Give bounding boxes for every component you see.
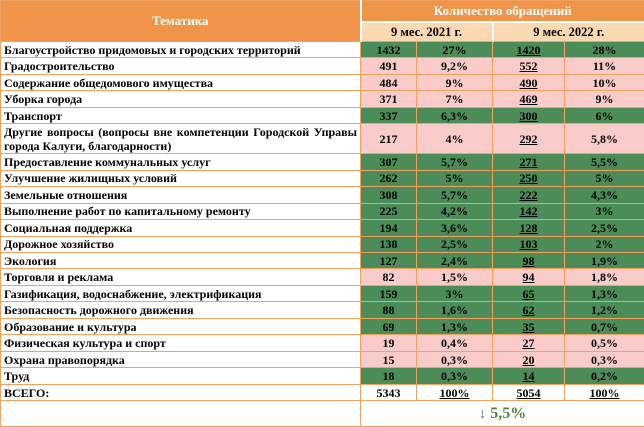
total-count-2021-cell: 5343 — [361, 384, 417, 400]
overall-change-cell — [361, 401, 644, 427]
table-row — [1, 351, 644, 367]
count-2022-cell: 20 — [493, 351, 565, 367]
topic-cell: Газификация, водоснабжение, электрификация — [1, 285, 361, 301]
pct-2022-cell: 28% — [565, 42, 644, 58]
topic-cell: Градостроительство — [1, 58, 361, 74]
topic-cell: Транспорт — [1, 107, 361, 123]
pct-2022-cell: 2,5% — [565, 220, 644, 236]
topic-cell: Уборка города — [1, 91, 361, 107]
table-row — [1, 253, 644, 269]
count-2022-cell: 98 — [493, 253, 565, 269]
count-2021-cell: 1432 — [361, 42, 417, 58]
topic-cell: Другие вопросы (вопросы вне компетенции Городской Управы города Калуги, благодарности) — [1, 124, 361, 154]
count-2022-cell: 128 — [493, 220, 565, 236]
pct-2021-cell: 4,2% — [417, 203, 493, 219]
total-row — [1, 384, 644, 400]
pct-2022-cell: 3% — [565, 203, 644, 219]
count-2021-cell: 19 — [361, 335, 417, 351]
count-2022-cell: 94 — [493, 269, 565, 285]
pct-2022-cell: 5,5% — [565, 154, 644, 170]
count-2022-cell: 62 — [493, 302, 565, 318]
count-2021-cell: 484 — [361, 74, 417, 90]
topic-cell: Социальная поддержка — [1, 220, 361, 236]
total-pct-2021-cell: 100% — [417, 384, 493, 400]
pct-2022-cell: 2% — [565, 236, 644, 252]
pct-2021-cell: 5% — [417, 170, 493, 186]
count-2022-cell: 490 — [493, 74, 565, 90]
table-row — [1, 91, 644, 107]
table-row — [1, 154, 644, 170]
table-row — [1, 187, 644, 203]
period-2022-header: 9 мес. 2022 г. — [493, 22, 644, 42]
pct-2022-cell: 1,8% — [565, 269, 644, 285]
topic-cell: Предоставление коммунальных услуг — [1, 154, 361, 170]
topic-cell: Выполнение работ по капитальному ремонту — [1, 203, 361, 219]
topic-cell: Торговля и реклама — [1, 269, 361, 285]
topic-cell: Экология — [1, 253, 361, 269]
pct-2021-cell: 5,7% — [417, 187, 493, 203]
pct-2021-cell: 27% — [417, 42, 493, 58]
total-label-cell: ВСЕГО: — [1, 384, 361, 400]
count-2022-cell: 35 — [493, 318, 565, 334]
topic-cell: Образование и культура — [1, 318, 361, 334]
count-2021-cell: 138 — [361, 236, 417, 252]
pct-2022-cell: 11% — [565, 58, 644, 74]
count-2021-cell: 159 — [361, 285, 417, 301]
pct-2022-cell: 10% — [565, 74, 644, 90]
table-row — [1, 74, 644, 90]
table-header — [1, 1, 644, 42]
count-2022-cell: 552 — [493, 58, 565, 74]
pct-2021-cell: 0,4% — [417, 335, 493, 351]
pct-2022-cell: 5% — [565, 170, 644, 186]
header-row-group — [1, 1, 644, 23]
topic-cell: Охрана правопорядка — [1, 351, 361, 367]
down-arrow-icon: ↓ — [478, 405, 487, 422]
count-2021-cell: 88 — [361, 302, 417, 318]
table-row — [1, 318, 644, 334]
total-count-2022-cell: 5054 — [493, 384, 565, 400]
count-2021-cell: 15 — [361, 351, 417, 367]
table-row — [1, 302, 644, 318]
table-row — [1, 236, 644, 252]
count-2022-cell: 27 — [493, 335, 565, 351]
count-2021-cell: 194 — [361, 220, 417, 236]
summary-empty-cell — [1, 401, 361, 427]
summary-row — [1, 401, 644, 427]
count-2021-cell: 308 — [361, 187, 417, 203]
table-row — [1, 269, 644, 285]
table-row — [1, 124, 644, 154]
pct-2022-cell: 6% — [565, 107, 644, 123]
pct-2021-cell: 9,2% — [417, 58, 493, 74]
count-2022-cell: 250 — [493, 170, 565, 186]
pct-2021-cell: 1,5% — [417, 269, 493, 285]
pct-2022-cell: 0,3% — [565, 351, 644, 367]
table-row — [1, 107, 644, 123]
topic-header: Тематика — [1, 1, 361, 42]
table-row — [1, 58, 644, 74]
pct-2022-cell: 0,2% — [565, 368, 644, 385]
pct-2022-cell: 4,3% — [565, 187, 644, 203]
count-2022-cell: 292 — [493, 124, 565, 154]
topic-cell: Физическая культура и спорт — [1, 335, 361, 351]
count-2022-cell: 271 — [493, 154, 565, 170]
count-2021-cell: 307 — [361, 154, 417, 170]
table-row — [1, 335, 644, 351]
count-2021-cell: 69 — [361, 318, 417, 334]
count-2021-cell: 217 — [361, 124, 417, 154]
table-row — [1, 170, 644, 186]
pct-2021-cell: 2,4% — [417, 253, 493, 269]
pct-2022-cell: 9% — [565, 91, 644, 107]
pct-2021-cell: 7% — [417, 91, 493, 107]
count-2022-cell: 300 — [493, 107, 565, 123]
table-row — [1, 203, 644, 219]
count-2022-cell: 222 — [493, 187, 565, 203]
count-2021-cell: 262 — [361, 170, 417, 186]
pct-2021-cell: 9% — [417, 74, 493, 90]
pct-2022-cell: 1,3% — [565, 285, 644, 301]
pct-2021-cell: 2,5% — [417, 236, 493, 252]
pct-2021-cell: 0,3% — [417, 368, 493, 385]
pct-2021-cell: 3% — [417, 285, 493, 301]
count-2022-cell: 1420 — [493, 42, 565, 58]
pct-2021-cell: 4% — [417, 124, 493, 154]
pct-2021-cell: 5,7% — [417, 154, 493, 170]
count-2021-cell: 82 — [361, 269, 417, 285]
period-2021-header: 9 мес. 2021 г. — [361, 22, 493, 42]
total-pct-2022-cell: 100% — [565, 384, 644, 400]
table-row — [1, 220, 644, 236]
pct-2021-cell: 0,3% — [417, 351, 493, 367]
pct-2022-cell: 1,9% — [565, 253, 644, 269]
table-body — [1, 42, 644, 385]
count-2022-cell: 103 — [493, 236, 565, 252]
pct-2022-cell: 0,7% — [565, 318, 644, 334]
pct-2021-cell: 1,6% — [417, 302, 493, 318]
table-row — [1, 285, 644, 301]
topic-cell: Безопасность дорожного движения — [1, 302, 361, 318]
count-2021-cell: 18 — [361, 368, 417, 385]
table-footer — [1, 384, 644, 426]
count-2021-cell: 371 — [361, 91, 417, 107]
appeals-count-header: Количество обращений — [361, 1, 644, 23]
topic-cell: Благоустройство придомовых и городских территорий — [1, 42, 361, 58]
topic-cell: Земельные отношения — [1, 187, 361, 203]
table-row — [1, 368, 644, 385]
pct-2022-cell: 0,5% — [565, 335, 644, 351]
pct-2021-cell: 1,3% — [417, 318, 493, 334]
count-2022-cell: 469 — [493, 91, 565, 107]
pct-2021-cell: 6,3% — [417, 107, 493, 123]
pct-2022-cell: 5,8% — [565, 124, 644, 154]
pct-2022-cell: 1,2% — [565, 302, 644, 318]
table-row — [1, 42, 644, 58]
count-2021-cell: 491 — [361, 58, 417, 74]
topic-cell: Улучшение жилищных условий — [1, 170, 361, 186]
topic-cell: Содержание общедомового имущества — [1, 74, 361, 90]
topic-cell: Труд — [1, 368, 361, 385]
count-2022-cell: 65 — [493, 285, 565, 301]
count-2022-cell: 142 — [493, 203, 565, 219]
pct-2021-cell: 3,6% — [417, 220, 493, 236]
topic-cell: Дорожное хозяйство — [1, 236, 361, 252]
count-2021-cell: 225 — [361, 203, 417, 219]
count-2021-cell: 127 — [361, 253, 417, 269]
overall-change-value: 5,5% — [490, 404, 527, 422]
count-2021-cell: 337 — [361, 107, 417, 123]
count-2022-cell: 14 — [493, 368, 565, 385]
